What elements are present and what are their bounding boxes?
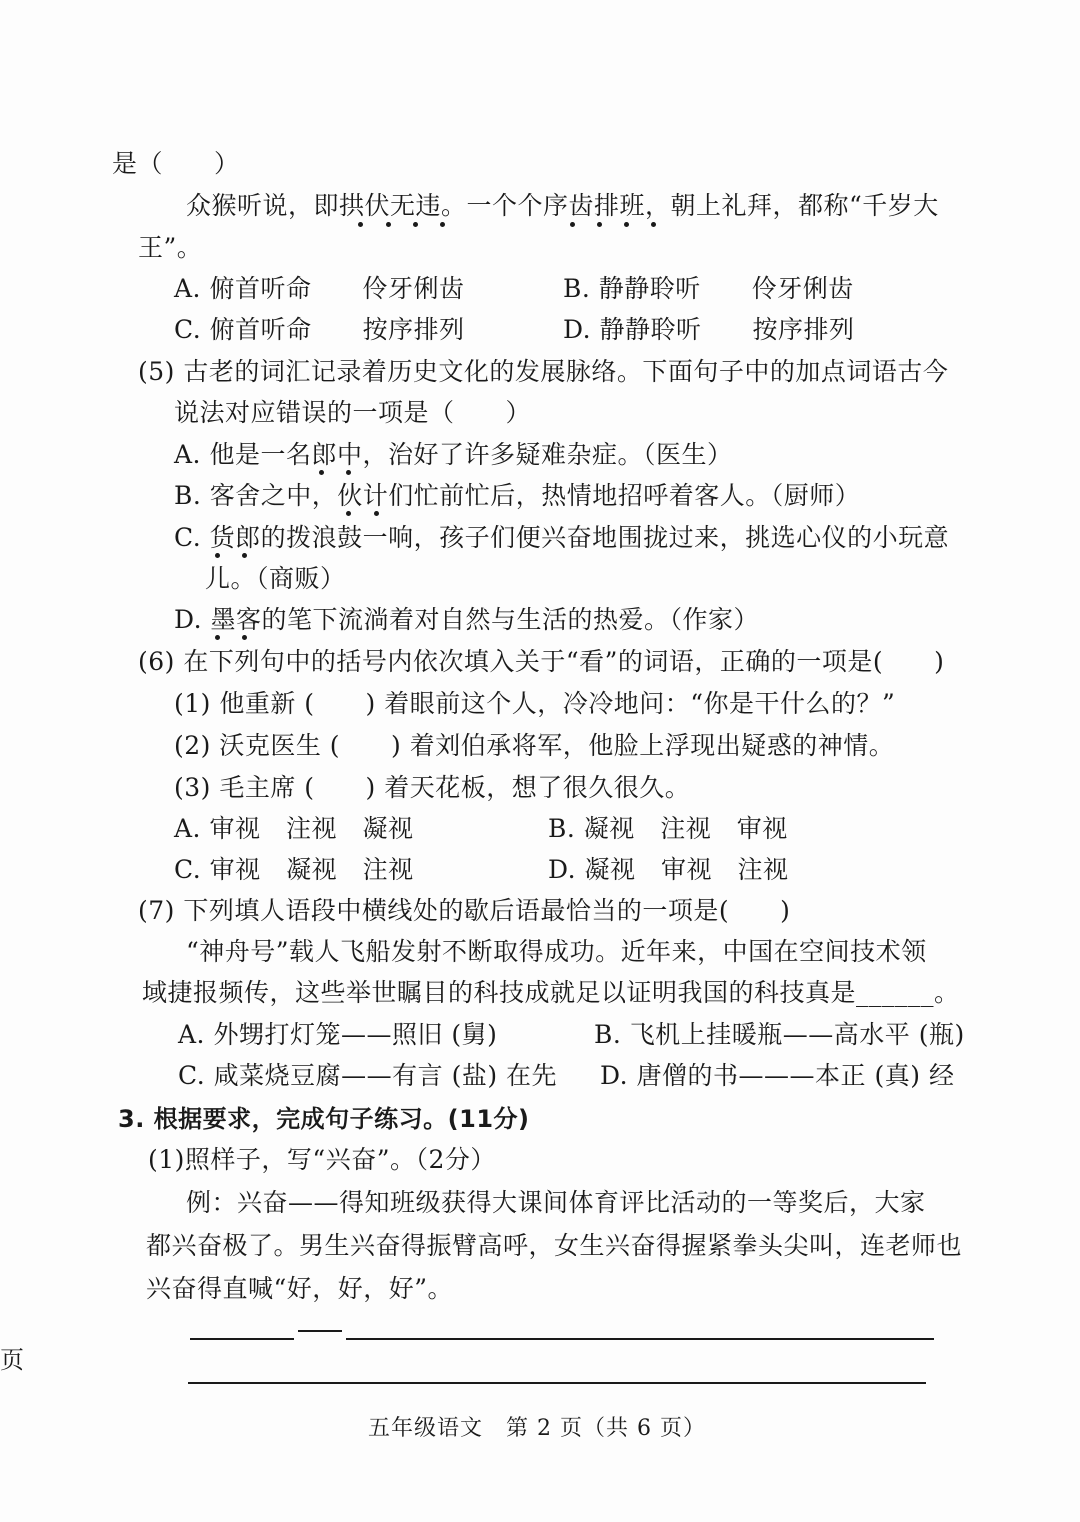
sentence-1: (1) 他重新 ( ) 着眼前这个人，冷冷地问：“你是干什么的？” [174, 689, 896, 718]
option-b: B. 静静聆听 伶牙俐齿 [563, 274, 854, 303]
example-line-3: 兴奋得直喊“好，好，好”。 [146, 1274, 454, 1303]
passage-line-1: “神舟号”载人飞船发射不断取得成功。近年来，中国在空间技术领 [186, 937, 927, 966]
option-a: A. 俯首听命 伶牙俐齿 [174, 274, 465, 303]
question-5-stem: (5) 古老的词汇记录着历史文化的发展脉络。下面句子中的加点词语古今 [138, 357, 949, 386]
emphasis-dot [374, 511, 379, 516]
question-5-stem-cont: 说法对应错误的一项是（ ） [174, 398, 532, 427]
option-b: B. 凝视 注视 审视 [548, 814, 788, 843]
sentence-2: (2) 沃克医生 ( ) 着刘伯承将军，他脸上浮现出疑惑的神情。 [174, 731, 895, 760]
section-3-title: 3. 根据要求，完成句子练习。(11分) [118, 1105, 530, 1133]
question-stem-tail: 是（ ） [112, 149, 240, 178]
page-footer: 五年级语文 第 2 页（共 6 页） [368, 1416, 706, 1441]
subquestion-1: (1)照样子，写“兴奋”。（2分） [148, 1145, 496, 1174]
option-a: A. 外甥打灯笼——照旧 (舅) [178, 1020, 498, 1049]
option-a: A. 他是一名郎中，治好了许多疑难杂症。（医生） [174, 440, 733, 469]
option-d: D. 唐僧的书———本正 (真) 经 [600, 1061, 955, 1090]
answer-line-2[interactable] [188, 1382, 926, 1384]
option-d: D. 墨客的笔下流淌着对自然与生活的热爱。（作家） [174, 605, 760, 634]
passage-line-1: 众猴听说，即拱伏无违。一个个序齿排班，朝上礼拜，都称“千岁大 [186, 191, 939, 220]
option-b: B. 客舍之中，伙计们忙前忙后，热情地招呼着客人。（厨师） [174, 481, 861, 510]
emphasis-dot [358, 222, 363, 227]
emphasis-dot [215, 635, 220, 640]
passage-line-2: 王”。 [138, 233, 203, 262]
emphasis-dot [597, 222, 602, 227]
page-edge-char: 页 [0, 1346, 24, 1374]
emphasis-dot [346, 470, 351, 475]
emphasis-dot [651, 222, 656, 227]
option-c: C. 俯首听命 按序排列 [174, 315, 465, 344]
option-d: D. 凝视 审视 注视 [548, 855, 789, 884]
emphasis-dot [440, 222, 445, 227]
example-line-1: 例：兴奋——得知班级获得大课间体育评比活动的一等奖后，大家 [186, 1188, 926, 1217]
answer-line-sentence[interactable] [346, 1338, 934, 1340]
question-7-stem: (7) 下列填人语段中横线处的歇后语最恰当的一项是( ) [138, 896, 791, 925]
emphasis-dot [242, 635, 247, 640]
option-c-cont: 儿。（商贩） [205, 564, 346, 593]
emphasis-dot [570, 222, 575, 227]
option-a: A. 审视 注视 凝视 [174, 814, 414, 843]
option-c: C. 咸菜烧豆腐——有言 (盐) 在先 [178, 1061, 558, 1090]
option-d: D. 静静聆听 按序排列 [563, 315, 855, 344]
question-6-stem: (6) 在下列句中的括号内依次填入关于“看”的词语，正确的一项是( ) [138, 647, 945, 676]
example-line-2: 都兴奋极了。男生兴奋得振臂高呼，女生兴奋得握紧拳头尖叫，连老师也 [146, 1231, 963, 1260]
emphasis-dot [413, 222, 418, 227]
emphasis-dot [624, 222, 629, 227]
option-c: C. 货郎的拨浪鼓一响，孩子们便兴奋地围拢过来，挑选心仪的小玩意 [174, 523, 950, 552]
option-b: B. 飞机上挂暖瓶——高水平 (瓶) [594, 1020, 965, 1049]
answer-dash [298, 1330, 342, 1332]
option-c: C. 审视 凝视 注视 [174, 855, 414, 884]
passage-line-2: 域捷报频传，这些举世瞩目的科技成就足以证明我国的科技真是______。 [142, 978, 960, 1007]
emphasis-dot [242, 553, 247, 558]
emphasis-dot [319, 470, 324, 475]
emphasis-dot [215, 553, 220, 558]
sentence-3: (3) 毛主席 ( ) 着天花板，想了很久很久。 [174, 773, 691, 802]
emphasis-dot [346, 511, 351, 516]
answer-line-word[interactable] [190, 1338, 294, 1340]
emphasis-dot [386, 222, 391, 227]
